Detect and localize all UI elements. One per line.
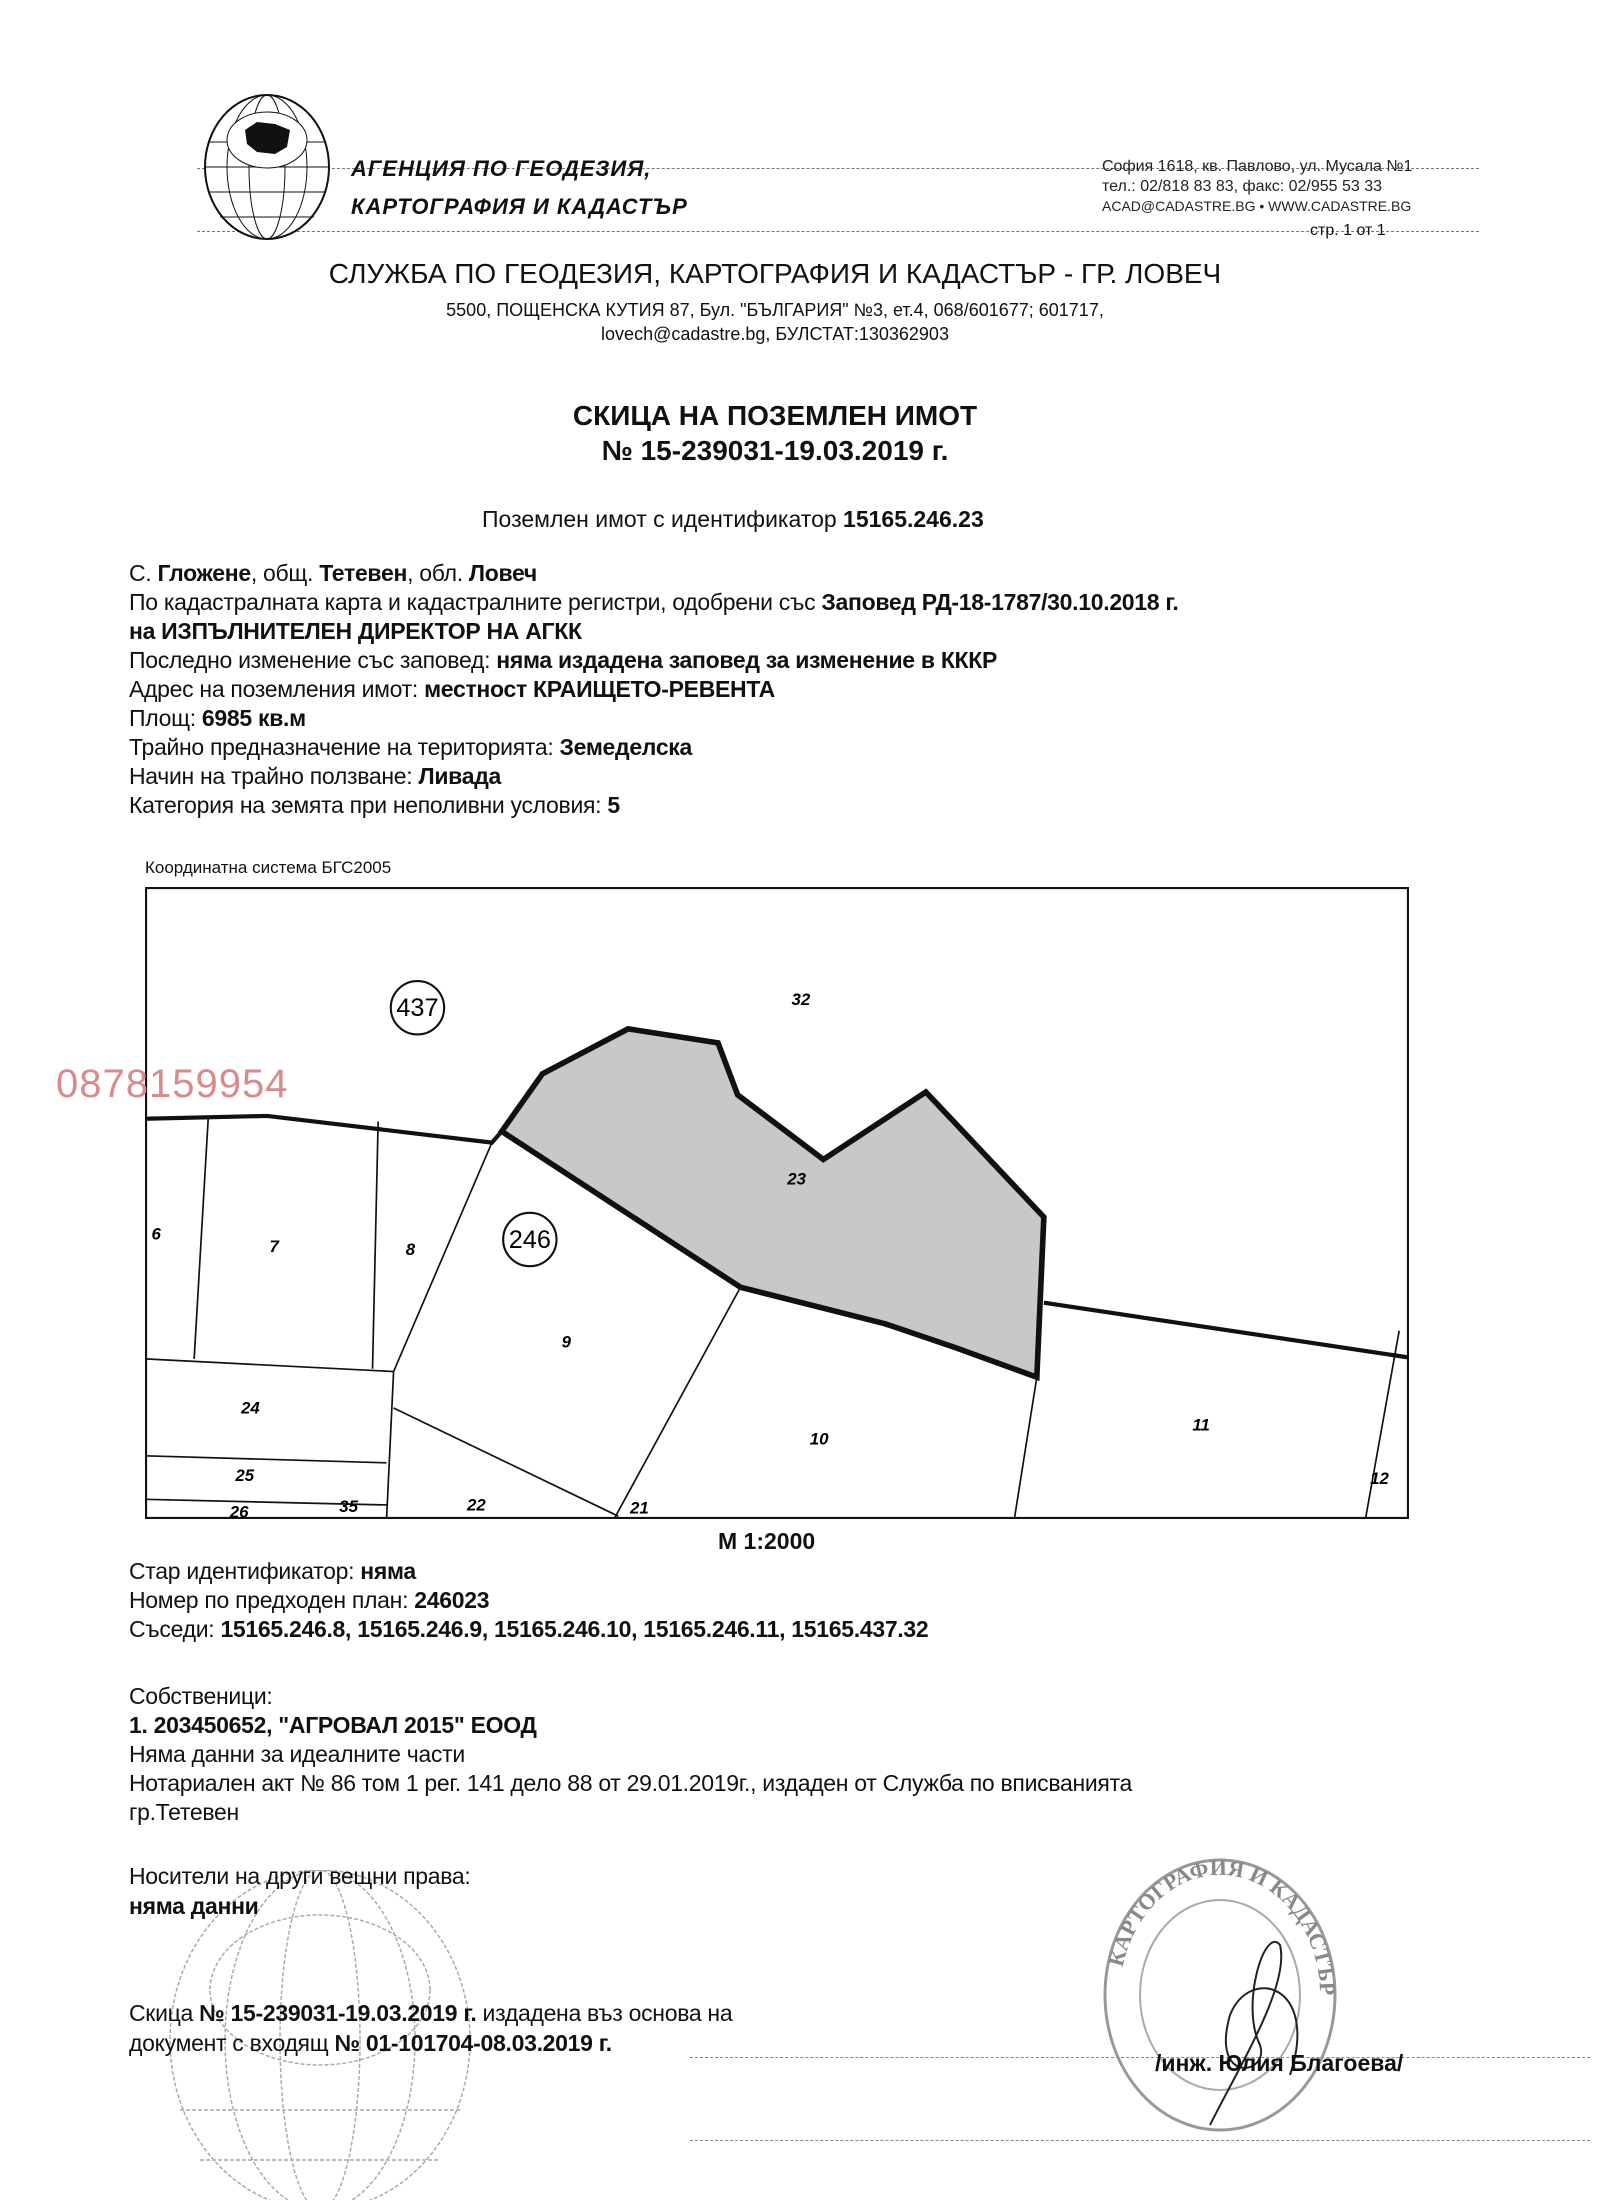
parcel-label-9: 9 <box>561 1332 572 1352</box>
footer-doc-line <box>129 2030 612 2057</box>
value: № 15-239031-19.03.2019 г. <box>199 2000 477 2026</box>
agency-name-line2: КАРТОГРАФИЯ И КАДАСТЪР <box>351 194 688 219</box>
identifier-line <box>482 506 984 533</box>
label: Съседи: <box>129 1616 215 1642</box>
location-line <box>129 560 537 587</box>
label: По кадастралната карта и кадастралните регистри, одобрени със <box>129 589 816 615</box>
label: документ с входящ <box>129 2030 329 2056</box>
order-by-line <box>129 618 582 645</box>
value: Земеделска <box>559 734 693 760</box>
value: 15165.246.8, 15165.246.9, 15165.246.10, 15165.246.11, 15165.437.32 <box>220 1616 929 1642</box>
signatory-name: /инж. Юлия Благоева/ <box>1155 2050 1404 2076</box>
contact-address: София 1618, кв. Павлово, ул. Мусала №1 <box>1102 158 1413 175</box>
old-id-line <box>129 1558 416 1585</box>
parcel-label-12: 12 <box>1370 1468 1389 1488</box>
contact-web: ACAD@CADASTRE.BG • WWW.CADASTRE.BG <box>1102 198 1412 214</box>
category-line <box>129 792 620 819</box>
usage-line <box>129 763 501 790</box>
parcel-label-32: 32 <box>791 989 811 1009</box>
office-title: СЛУЖБА ПО ГЕОДЕЗИЯ, КАРТОГРАФИЯ И КАДАСТЪР - ГР. ЛОВЕЧ <box>328 258 1222 289</box>
value: № 01-101704-08.03.2019 г. <box>334 2030 612 2056</box>
label: , обл. <box>407 560 463 586</box>
identifier-value: 15165.246.23 <box>843 506 984 532</box>
parcel-label-21: 21 <box>629 1498 649 1518</box>
address-line <box>129 676 775 703</box>
other-rights-label: Носители на други вещни права: <box>129 1863 471 1889</box>
parcel-label-24: 24 <box>240 1398 260 1418</box>
parcel-label-8: 8 <box>405 1239 416 1259</box>
document-title: СКИЦА НА ПОЗЕМЛЕН ИМОТ <box>572 400 978 431</box>
owners-label: Собственици: <box>129 1683 273 1709</box>
shares-line: Няма данни за идеалните части <box>129 1741 465 1767</box>
value: местност КРАИЩЕТО-РЕВЕНТА <box>424 676 775 702</box>
label: С. <box>129 560 152 586</box>
label: Категория на земята при неполивни условия: <box>129 792 602 818</box>
value: 6985 кв.м <box>201 705 306 731</box>
map-scale: М 1:2000 <box>718 1528 816 1554</box>
region: Ловеч <box>468 560 537 586</box>
signature-scribble <box>1210 1942 1297 2125</box>
office-address: 5500, ПОЩЕНСКА КУТИЯ 87, Бул. "БЪЛГАРИЯ" №3, ет.4, 068/601677; 601717, <box>446 300 1104 320</box>
parcel-label-22: 22 <box>467 1495 486 1515</box>
office-contact: lovech@cadastre.bg, БУЛСТАТ:130362903 <box>601 324 949 344</box>
svg-text:КАРТОГРАФИЯ И КАДАСТЪР: КАРТОГРАФИЯ И КАДАСТЪР <box>1103 1854 1341 1996</box>
order: Заповед РД-18-1787/30.10.2018 г. <box>821 589 1179 615</box>
value: 246023 <box>414 1587 490 1613</box>
document-number: № 15-239031-19.03.2019 г. <box>601 435 949 466</box>
value: Ливада <box>418 763 501 789</box>
watermark-phone: 0878159954 <box>56 1062 289 1106</box>
official-stamp-icon <box>1090 1845 1350 2135</box>
label: Стар идентификатор: <box>129 1558 355 1584</box>
deed-city: гр.Тетевен <box>129 1799 239 1825</box>
municipality: Тетевен <box>319 560 408 586</box>
label: , общ. <box>250 560 314 586</box>
parcel-label-25: 25 <box>235 1466 255 1486</box>
neighbours-line <box>129 1616 928 1643</box>
page-number: стр. 1 от 1 <box>1310 222 1386 239</box>
parcel-label-35: 35 <box>339 1496 359 1516</box>
cadastral-map <box>145 887 1409 1519</box>
footer-sketch-line <box>129 2000 732 2027</box>
parcel-label-11: 11 <box>1192 1415 1210 1435</box>
agency-name-line1: АГЕНЦИЯ ПО ГЕОДЕЗИЯ, <box>351 156 652 181</box>
parcel-label-23: 23 <box>787 1169 807 1189</box>
coordinate-system-label: Координатна система БГС2005 <box>145 858 392 877</box>
parcel-label-10: 10 <box>809 1429 829 1449</box>
village: Гложене <box>157 560 251 586</box>
contact-phone: тел.: 02/818 83 83, факс: 02/955 53 33 <box>1102 178 1383 195</box>
area-line <box>129 705 306 732</box>
label: Номер по предходен план: <box>129 1587 409 1613</box>
zone-label-437: 437 <box>396 994 439 1023</box>
zone-label-246: 246 <box>508 1225 551 1254</box>
agency-logo-globe-icon <box>195 92 340 242</box>
parcel-label-7: 7 <box>269 1237 279 1257</box>
label: Скица <box>129 2000 193 2026</box>
label: Трайно предназначение на територията: <box>129 734 554 760</box>
label: Последно изменение със заповед: <box>129 647 491 673</box>
purpose-line <box>129 734 692 761</box>
parcel-label-26: 26 <box>229 1502 249 1519</box>
label: Площ: <box>129 705 196 731</box>
order-by: на ИЗПЪЛНИТЕЛЕН ДИРЕКТОР НА АГКК <box>129 618 582 644</box>
value: 5 <box>607 792 620 818</box>
identifier-label: Поземлен имот с идентификатор <box>482 506 837 532</box>
label: Адрес на поземления имот: <box>129 676 418 702</box>
map-order-line <box>129 589 1178 616</box>
other-rights-value: няма данни <box>129 1893 259 1919</box>
owner-1: 1. 203450652, "АГРОВАЛ 2015" ЕООД <box>129 1712 537 1738</box>
label: издадена въз основа на <box>482 2000 733 2026</box>
divider <box>690 2140 1590 2141</box>
deed-line: Нотариален акт № 86 том 1 рег. 141 дело 88 от 29.01.2019г., издаден от Служба по вписванията <box>129 1770 1133 1796</box>
last-change-line <box>129 647 997 674</box>
prev-plan-line <box>129 1587 489 1614</box>
value: няма издадена заповед за изменение в КККР <box>496 647 998 673</box>
value: няма <box>360 1558 416 1584</box>
label: Начин на трайно ползване: <box>129 763 413 789</box>
parcel-label-6: 6 <box>151 1224 161 1244</box>
